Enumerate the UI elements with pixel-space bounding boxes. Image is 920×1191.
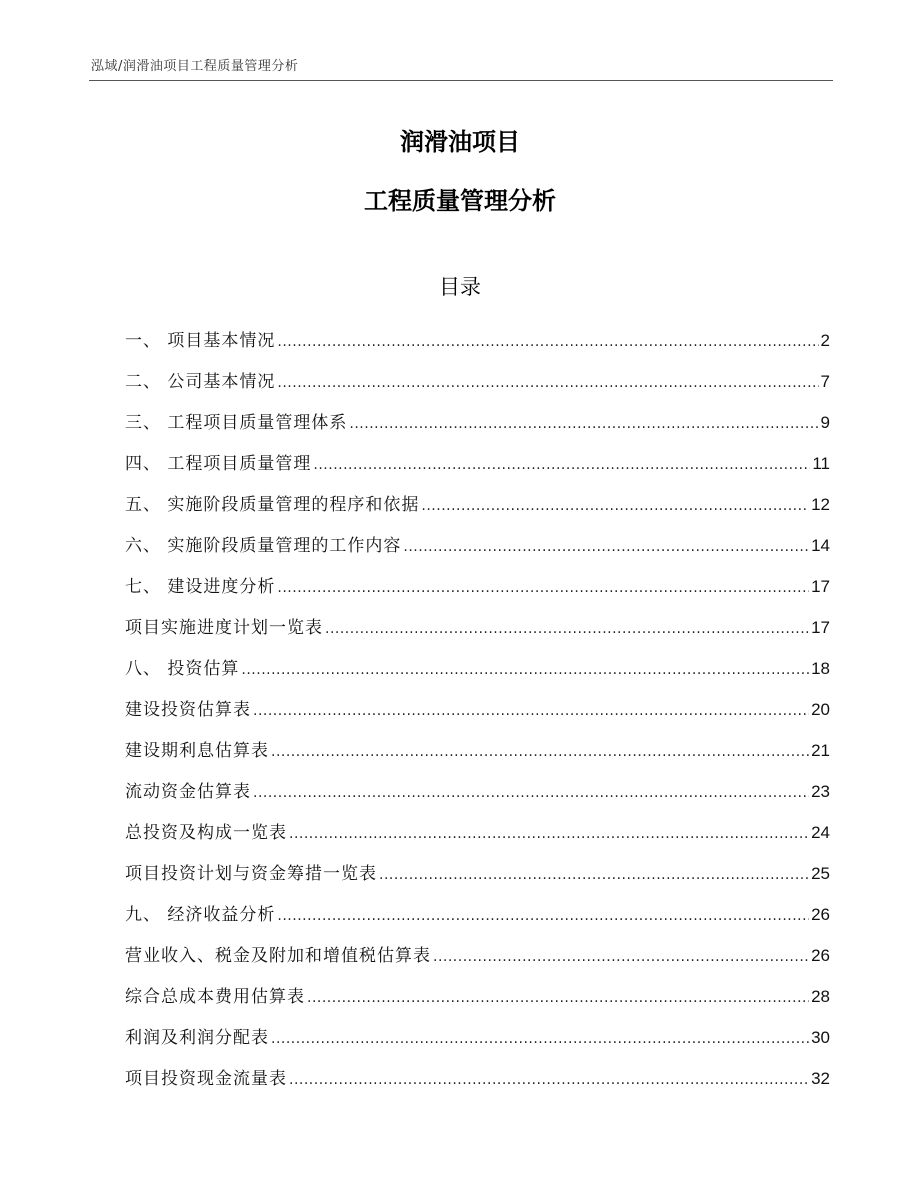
toc-entry-label: 六、 实施阶段质量管理的工作内容 (125, 536, 402, 556)
toc-entry-label: 项目投资计划与资金筹措一览表 (125, 864, 377, 884)
toc-entry-page: 14 (811, 536, 830, 555)
toc-entry[interactable] (125, 894, 830, 935)
toc-entry-label: 项目投资现金流量表 (125, 1069, 287, 1089)
toc-entry-page: 17 (811, 577, 830, 596)
toc-entry-label: 利润及利润分配表 (125, 1028, 269, 1048)
toc-entry[interactable] (125, 443, 830, 484)
toc-entry-page: 26 (811, 905, 830, 924)
toc-entry[interactable] (125, 1058, 830, 1099)
toc-dot-leader (379, 855, 809, 896)
toc-entry-label: 四、 工程项目质量管理 (125, 454, 312, 474)
toc-dot-leader (289, 1060, 809, 1101)
toc-entry[interactable] (125, 402, 830, 443)
toc-dot-leader (277, 322, 818, 363)
toc-entry[interactable] (125, 935, 830, 976)
toc-entry-page: 7 (820, 372, 830, 391)
toc-entry-label: 建设投资估算表 (125, 700, 251, 720)
toc-entry-page: 2 (820, 331, 830, 350)
toc-dot-leader (433, 937, 809, 978)
toc-entry-page: 32 (811, 1069, 830, 1088)
toc-entry-label: 建设期利息估算表 (125, 741, 269, 761)
toc-entry[interactable] (125, 812, 830, 853)
toc-dot-leader (325, 609, 809, 650)
toc-entry-label: 流动资金估算表 (125, 782, 251, 802)
toc-dot-leader (313, 445, 810, 486)
toc-dot-leader (289, 814, 809, 855)
toc-dot-leader (277, 568, 809, 609)
toc-dot-leader (349, 404, 818, 445)
toc-entry[interactable] (125, 689, 830, 730)
toc-entry-page: 24 (811, 823, 830, 842)
toc-entry[interactable] (125, 484, 830, 525)
toc-entry-label: 综合总成本费用估算表 (125, 987, 305, 1007)
toc-dot-leader (241, 650, 809, 691)
toc-entry-label: 七、 建设进度分析 (125, 577, 276, 597)
table-of-contents (125, 320, 830, 1099)
running-header: 泓域/润滑油项目工程质量管理分析 (91, 59, 299, 74)
toc-entry-label: 一、 项目基本情况 (125, 331, 276, 351)
toc-dot-leader (253, 691, 809, 732)
toc-entry-page: 9 (820, 413, 830, 432)
toc-dot-leader (271, 1019, 809, 1060)
toc-entry-label: 九、 经济收益分析 (125, 905, 276, 925)
toc-entry-label: 项目实施进度计划一览表 (125, 618, 323, 638)
toc-entry-page: 25 (811, 864, 830, 883)
toc-entry[interactable] (125, 976, 830, 1017)
toc-dot-leader (277, 896, 809, 937)
toc-entry[interactable] (125, 730, 830, 771)
toc-dot-leader (277, 363, 818, 404)
toc-entry-label: 营业收入、税金及附加和增值税估算表 (125, 946, 431, 966)
toc-entry[interactable] (125, 320, 830, 361)
toc-entry-page: 21 (811, 741, 830, 760)
toc-entry-label: 八、 投资估算 (125, 659, 240, 679)
toc-entry-page: 23 (811, 782, 830, 801)
toc-entry[interactable] (125, 853, 830, 894)
toc-entry-label: 五、 实施阶段质量管理的程序和依据 (125, 495, 420, 515)
toc-entry[interactable] (125, 648, 830, 689)
toc-entry-page: 20 (811, 700, 830, 719)
toc-entry-label: 二、 公司基本情况 (125, 372, 276, 392)
toc-entry-page: 30 (811, 1028, 830, 1047)
toc-entry-page: 18 (811, 659, 830, 678)
toc-entry[interactable] (125, 607, 830, 648)
toc-dot-leader (253, 773, 809, 814)
document-title-line-1: 润滑油项目 (400, 128, 520, 156)
toc-entry-page: 17 (811, 618, 830, 637)
toc-entry-page: 12 (811, 495, 830, 514)
toc-entry-page: 28 (811, 987, 830, 1006)
toc-entry[interactable] (125, 771, 830, 812)
toc-entry-label: 总投资及构成一览表 (125, 823, 287, 843)
toc-entry[interactable] (125, 525, 830, 566)
toc-dot-leader (403, 527, 809, 568)
toc-entry-page: 11 (812, 454, 830, 473)
toc-heading: 目录 (439, 275, 481, 299)
header-rule (89, 80, 833, 81)
toc-dot-leader (421, 486, 809, 527)
toc-dot-leader (271, 732, 809, 773)
toc-entry-page: 26 (811, 946, 830, 965)
toc-entry[interactable] (125, 566, 830, 607)
toc-entry-label: 三、 工程项目质量管理体系 (125, 413, 348, 433)
toc-entry[interactable] (125, 361, 830, 402)
document-title-line-2: 工程质量管理分析 (364, 187, 556, 215)
toc-dot-leader (307, 978, 809, 1019)
toc-entry[interactable] (125, 1017, 830, 1058)
